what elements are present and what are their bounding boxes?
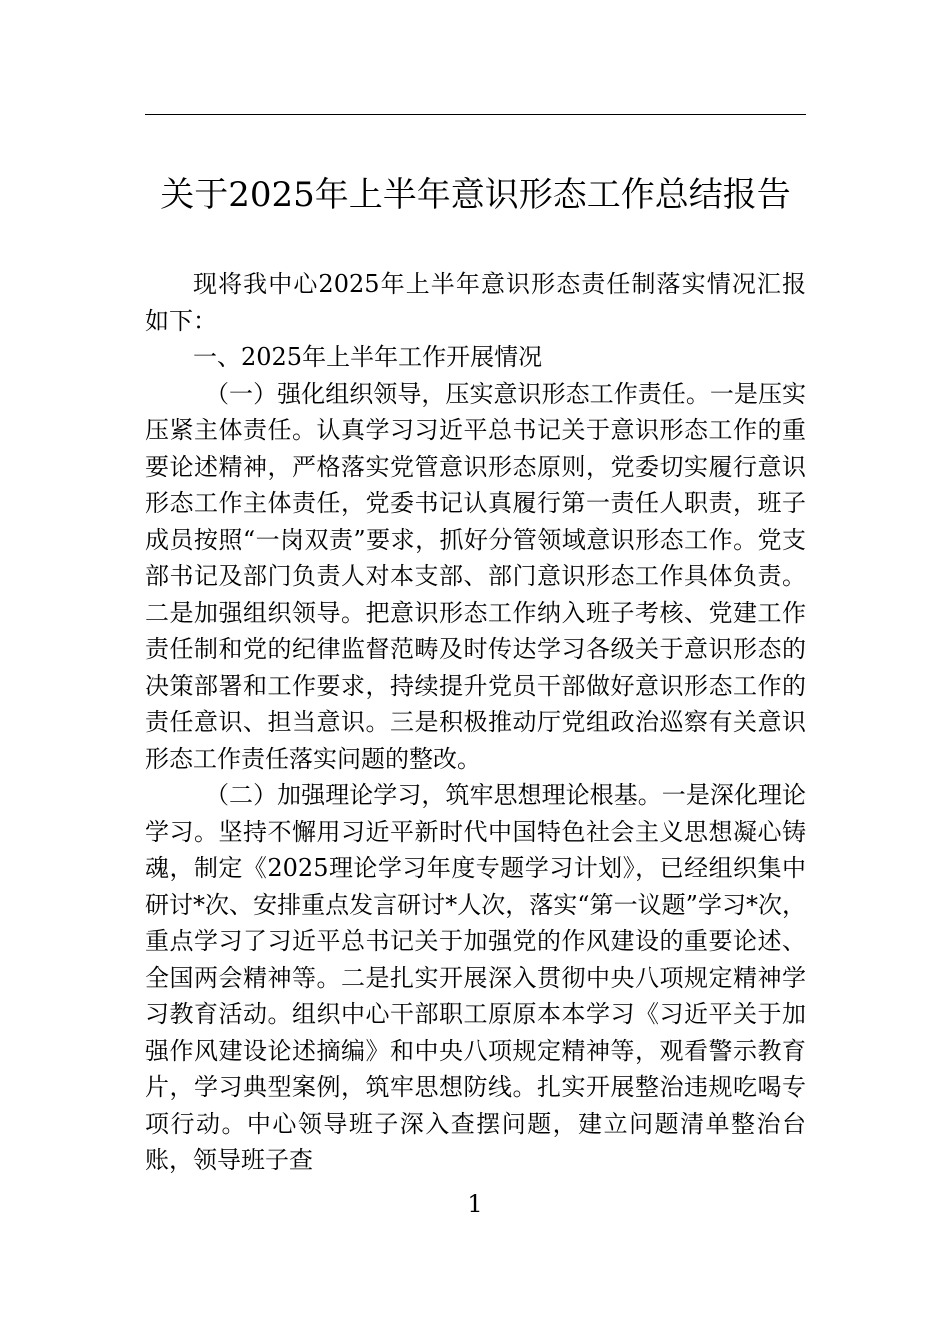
section-heading-1: 一、2025年上半年工作开展情况: [193, 343, 543, 371]
subsection-paragraph-2: （二）加强理论学习，筑牢思想理论根基。一是深化理论学习。坚持不懈用习近平新时代中国特色社会主义思想凝心铸魂，制定《2025理论学习年度专题学习计划》，已经组织集中研讨*次、安排重点发言研讨*人次，落实“第一议题”学习*次，重点学习了习近平总书记关于加强党的作风建设的重要论述、全国两会精神等。二是扎实开展深入贯彻中央八项规定精神学习教育活动。组织中心干部职工原原本本学习《习近平关于加强作风建设论述摘编》和中央八项规定精神等，观看警示教育片，学习典型案例，筑牢思想防线。扎实开展整治违规吃喝专项行动。中心领导班子深入查摆问题，建立问题清单整治台账，领导班子查: [145, 781, 806, 1174]
header-rule: [145, 114, 806, 115]
document-body: [145, 266, 806, 1179]
page-number: 1: [467, 1190, 483, 1218]
subsection-paragraph-1: （一）强化组织领导，压实意识形态工作责任。一是压实压紧主体责任。认真学习习近平总书记关于意识形态工作的重要论述精神，严格落实党管意识形态原则，党委切实履行意识形态工作主体责任，党委书记认真履行第一责任人职责，班子成员按照“一岗双责”要求，抓好分管领域意识形态工作。党支部书记及部门负责人对本支部、部门意识形态工作具体负责。二是加强组织领导。把意识形态工作纳入班子考核、党建工作责任制和党的纪律监督范畴及时传达学习各级关于意识形态的决策部署和工作要求，持续提升党员干部做好意识形态工作的责任意识、担当意识。三是积极推动厅党组政治巡察有关意识形态工作责任落实问题的整改。: [145, 379, 806, 773]
intro-paragraph: 现将我中心2025年上半年意识形态责任制落实情况汇报如下：: [145, 270, 806, 335]
document-title: 关于2025年上半年意识形态工作总结报告: [160, 175, 791, 215]
